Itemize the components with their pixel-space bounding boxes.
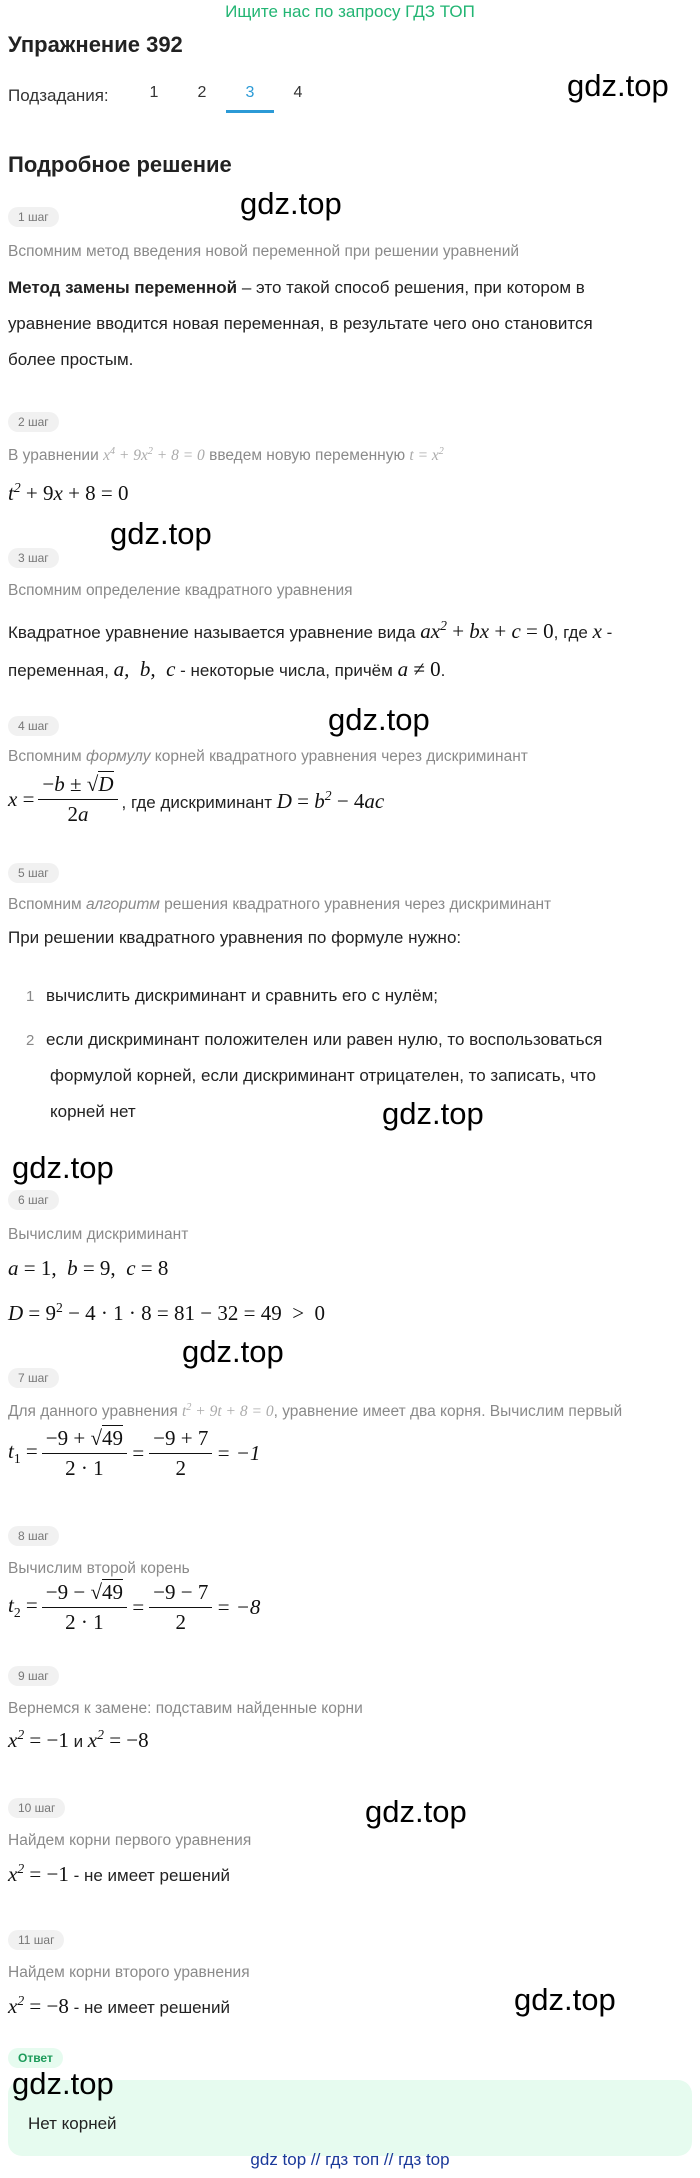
tab-2[interactable]: 2: [197, 84, 207, 101]
step-badge: 5 шаг: [8, 863, 59, 883]
equation: $x^2 = -8$ - не имеет решений: [8, 1993, 230, 2018]
equation: $t^2 + 9x + 8 = 0$: [8, 480, 129, 505]
text-line: и: [68, 1732, 88, 1751]
hint-text: корней квадратного уравнения через дискриминант: [150, 748, 528, 765]
step-hint: Вычислим второй корень: [8, 1560, 190, 1577]
step-badge: 11 шаг: [8, 1930, 64, 1950]
watermark: gdz.top: [365, 1794, 467, 1829]
tab-4[interactable]: 4: [293, 84, 303, 101]
search-banner: Ищите нас по запросу ГДЗ ТОП: [225, 2, 475, 21]
step-hint: Для данного уравнения $t^2 + 9t + 8 = 0$, уравнение имеет два корня. Вычислим первый: [8, 1402, 623, 1421]
step-hint: Вспомним определение квадратного уравнения: [8, 582, 353, 599]
watermark: gdz.top: [328, 702, 430, 737]
watermark: gdz.top: [110, 516, 212, 551]
step-badge: 9 шаг: [8, 1666, 59, 1686]
text-line: – это такой способ решения, при котором в: [237, 278, 585, 297]
subtasks-label: Подзадания:: [8, 86, 109, 105]
hint-text: , уравнение имеет два корня. Вычислим первый: [273, 1403, 623, 1421]
text-line: - некоторые числа, причём: [175, 661, 398, 680]
watermark: gdz.top: [514, 1982, 616, 2017]
answer-text: Нет корней: [28, 2114, 117, 2133]
tab-1[interactable]: 1: [149, 84, 159, 101]
step-badge: 10 шаг: [8, 1798, 65, 1818]
tab-3[interactable]: 3: [226, 84, 274, 113]
hint-text: Для данного уравнения: [8, 1403, 183, 1421]
bold-term: Метод замены переменной: [8, 278, 238, 297]
step-text: При решении квадратного уравнения по формуле нужно:: [8, 928, 462, 947]
equation: $x^2 = -1$ и $x^2 = -8$: [8, 1727, 149, 1752]
list-item: вычислить дискриминант и сравнить его с нулём;: [46, 986, 439, 1005]
hint-emphasis: алгоритм: [85, 896, 160, 913]
page-title: Упражнение 392: [8, 32, 183, 57]
text-line: Квадратное уравнение называется уравнение вида: [8, 623, 421, 642]
step-hint: В уравнении $x^4 + 9x^2 + 8 = 0$ введем новую переменную $t = x^2$: [8, 446, 444, 465]
step-text: [8, 270, 688, 378]
watermark: gdz.top: [240, 186, 342, 221]
answer-badge: Ответ: [8, 2048, 63, 2068]
equation: $t_2$ = $\frac{-9 - √49}{2 \cdot 1}$ = $\frac{-9 - 7}{2}$ = −8: [8, 1580, 261, 1634]
list-number: 2: [26, 1032, 35, 1049]
subtask-tabs: [130, 84, 322, 113]
step-hint: Вернемся к замене: подставим найденные корни: [8, 1700, 363, 1717]
step-hint: [8, 748, 528, 766]
text-line: более простым.: [8, 350, 134, 369]
step-hint: Вычислим дискриминант: [8, 1226, 189, 1243]
list-number: 1: [26, 988, 35, 1005]
equation: $D = 9^2 - 4 \cdot 1 \cdot 8 = 81 - 32 = 49 > 0$: [8, 1300, 326, 1325]
text-line: , где дискриминант: [121, 793, 277, 812]
step-badge: 2 шаг: [8, 412, 59, 432]
step-badge: 7 шаг: [8, 1368, 59, 1388]
hint-text: решения квадратного уравнения через дискриминант: [159, 896, 552, 913]
step-hint: Найдем корни первого уравнения: [8, 1832, 252, 1849]
step-hint: Вспомним метод введения новой переменной при решении уравнений: [8, 243, 520, 260]
step-badge: 1 шаг: [8, 207, 59, 227]
section-title: Подробное решение: [8, 152, 232, 177]
list-item: формулой корней, если дискриминант отрицателен, то записать, что: [50, 1066, 596, 1085]
step-badge: 8 шаг: [8, 1526, 59, 1546]
equation: $t_1$ = $\frac{-9 + √49}{2 \cdot 1}$ = $\frac{-9 + 7}{2}$ = −1: [8, 1426, 261, 1480]
hint-text: Вспомним: [8, 896, 86, 913]
watermark: gdz.top: [12, 1150, 114, 1185]
list-item: корней нет: [50, 1102, 136, 1121]
hint-text: Вспомним: [8, 748, 86, 765]
step-hint: [8, 896, 551, 914]
equation: $x^2 = -1$ - не имеет решений: [8, 1861, 230, 1886]
hint-text: В уравнении: [8, 447, 104, 465]
step-badge: 6 шаг: [8, 1190, 59, 1210]
step-hint: Найдем корни второго уравнения: [8, 1964, 250, 1981]
watermark: gdz.top: [12, 2066, 114, 2101]
watermark: gdz.top: [382, 1096, 484, 1131]
step-badge: 4 шаг: [8, 716, 59, 736]
hint-emphasis: формулу: [85, 748, 151, 765]
text-line: , где: [553, 623, 593, 642]
text-line: уравнение вводится новая переменная, в результате чего оно становится: [8, 314, 593, 333]
step-badge: 3 шаг: [8, 548, 59, 568]
watermark: gdz.top: [567, 68, 669, 103]
footer-links[interactable]: gdz top // гдз топ // гдз top: [250, 2150, 450, 2169]
text-line: переменная,: [8, 661, 114, 680]
formula-row: x = $\frac{-b \pm √D}{2a}$ , где дискриминант $D = b^2 - 4ac$: [8, 772, 385, 826]
equation: a = 1, b = 9, c = 8: [8, 1256, 169, 1280]
hint-text: введем новую переменную: [204, 447, 410, 465]
step-text: Квадратное уравнение называется уравнение вида $ax^2$ + bx + c = 0, где x - переменная, a, b, c - некоторые числа, причём a ≠ 0.: [8, 618, 613, 681]
watermark: gdz.top: [182, 1334, 284, 1369]
list-item: если дискриминант положителен или равен нулю, то воспользоваться: [46, 1030, 603, 1049]
text-line: - не имеет решений: [68, 1866, 230, 1885]
text-line: - не имеет решений: [68, 1998, 230, 2017]
